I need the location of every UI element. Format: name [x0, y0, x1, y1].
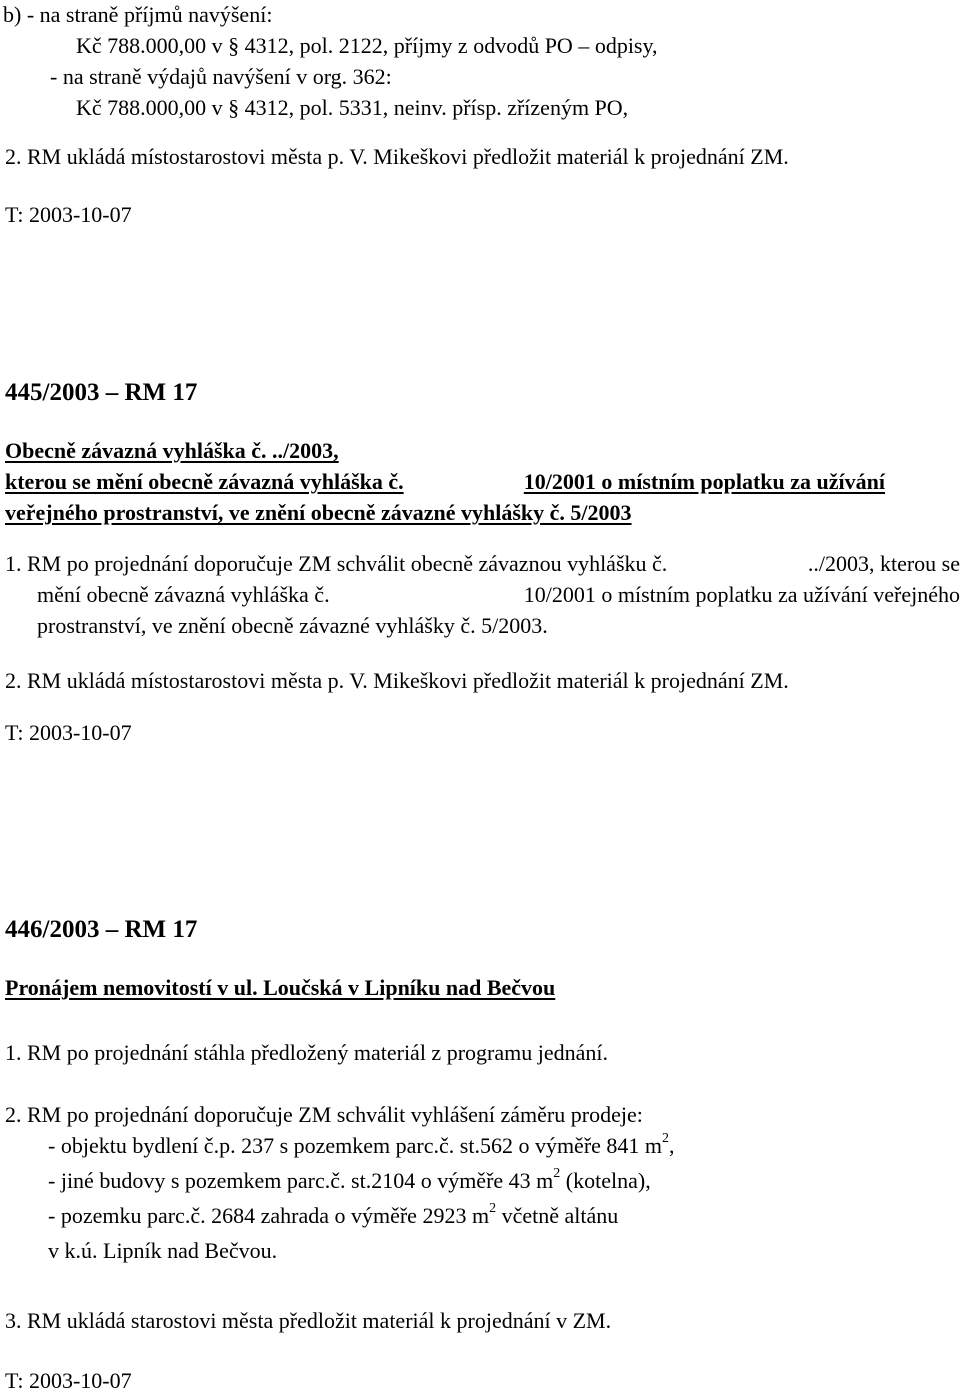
resolution-445-point-1-line1: 1. RM po projednání doporučuje ZM schválit obecně závaznou vyhlášku č. ../2003, kterou se	[5, 551, 960, 576]
sale-item-2: - jiné budovy s pozemkem parc.č. st.2104 o výměře 43 $m^2$ (kotelna),	[48, 1165, 651, 1193]
deadline-2: T: 2003-10-07	[5, 720, 132, 745]
expense-increase-detail: Kč 788.000,00 v § 4312, pol. 5331, neinv. přísp. zřízeným PO,	[76, 95, 629, 120]
sale-item-1: - objektu bydlení č.p. 237 s pozemkem parc.č. st.562 o výměře 841 $m^2$,	[48, 1130, 675, 1158]
resolution-446-title: Pronájem nemovitostí v ul. Loučská v Lipníku nad Bečvou	[5, 975, 556, 1000]
sale-item-3: - pozemku parc.č. 2684 zahrada o výměře 2923 $m^2$ včetně altánu	[48, 1200, 619, 1228]
resolution-point-2: 2. RM ukládá místostarostovi města p. V. Mikeškovi předložit materiál k projednání ZM.	[5, 144, 789, 169]
revenue-increase-detail: Kč 788.000,00 v § 4312, pol. 2122, příjmy z odvodů PO – odpisy,	[76, 33, 658, 58]
resolution-number-446: 446/2003 – RM 17	[5, 916, 198, 943]
deadline-1: T: 2003-10-07	[5, 202, 132, 227]
resolution-446-point-3: 3. RM ukládá starostovi města předložit materiál k projednání v ZM.	[5, 1308, 612, 1333]
resolution-445-point-2: 2. RM ukládá místostarostovi města p. V. Mikeškovi předložit materiál k projednání ZM.	[5, 668, 789, 693]
resolution-number-445: 445/2003 – RM 17	[5, 379, 198, 406]
expense-increase-heading: - na straně výdajů navýšení v org. 362:	[50, 64, 392, 89]
resolution-446-point-1: 1. RM po projednání stáhla předložený materiál z programu jednání.	[5, 1040, 608, 1065]
resolution-445-title-line2: kterou se mění obecně závazná vyhláška č. 10/2001 o místním poplatku za užívání	[5, 469, 885, 494]
cadastral-area: v k.ú. Lipník nad Bečvou.	[48, 1238, 278, 1263]
resolution-445-title-line3: veřejného prostranství, ve znění obecně závazné vyhlášky č. 5/2003	[5, 500, 632, 525]
resolution-445-point-1-line3: prostranství, ve znění obecně závazné vyhlášky č. 5/2003.	[37, 613, 548, 638]
revenue-increase-heading: b) - na straně příjmů navýšení:	[3, 2, 273, 27]
resolution-445-title-line1: Obecně závazná vyhláška č. ../2003,	[5, 438, 339, 463]
deadline-3: T: 2003-10-07	[5, 1368, 132, 1393]
resolution-445-point-1-line2: mění obecně závazná vyhláška č. 10/2001 o místním poplatku za užívání veřejného	[37, 582, 960, 607]
resolution-446-point-2: 2. RM po projednání doporučuje ZM schválit vyhlášení záměru prodeje:	[5, 1102, 643, 1127]
